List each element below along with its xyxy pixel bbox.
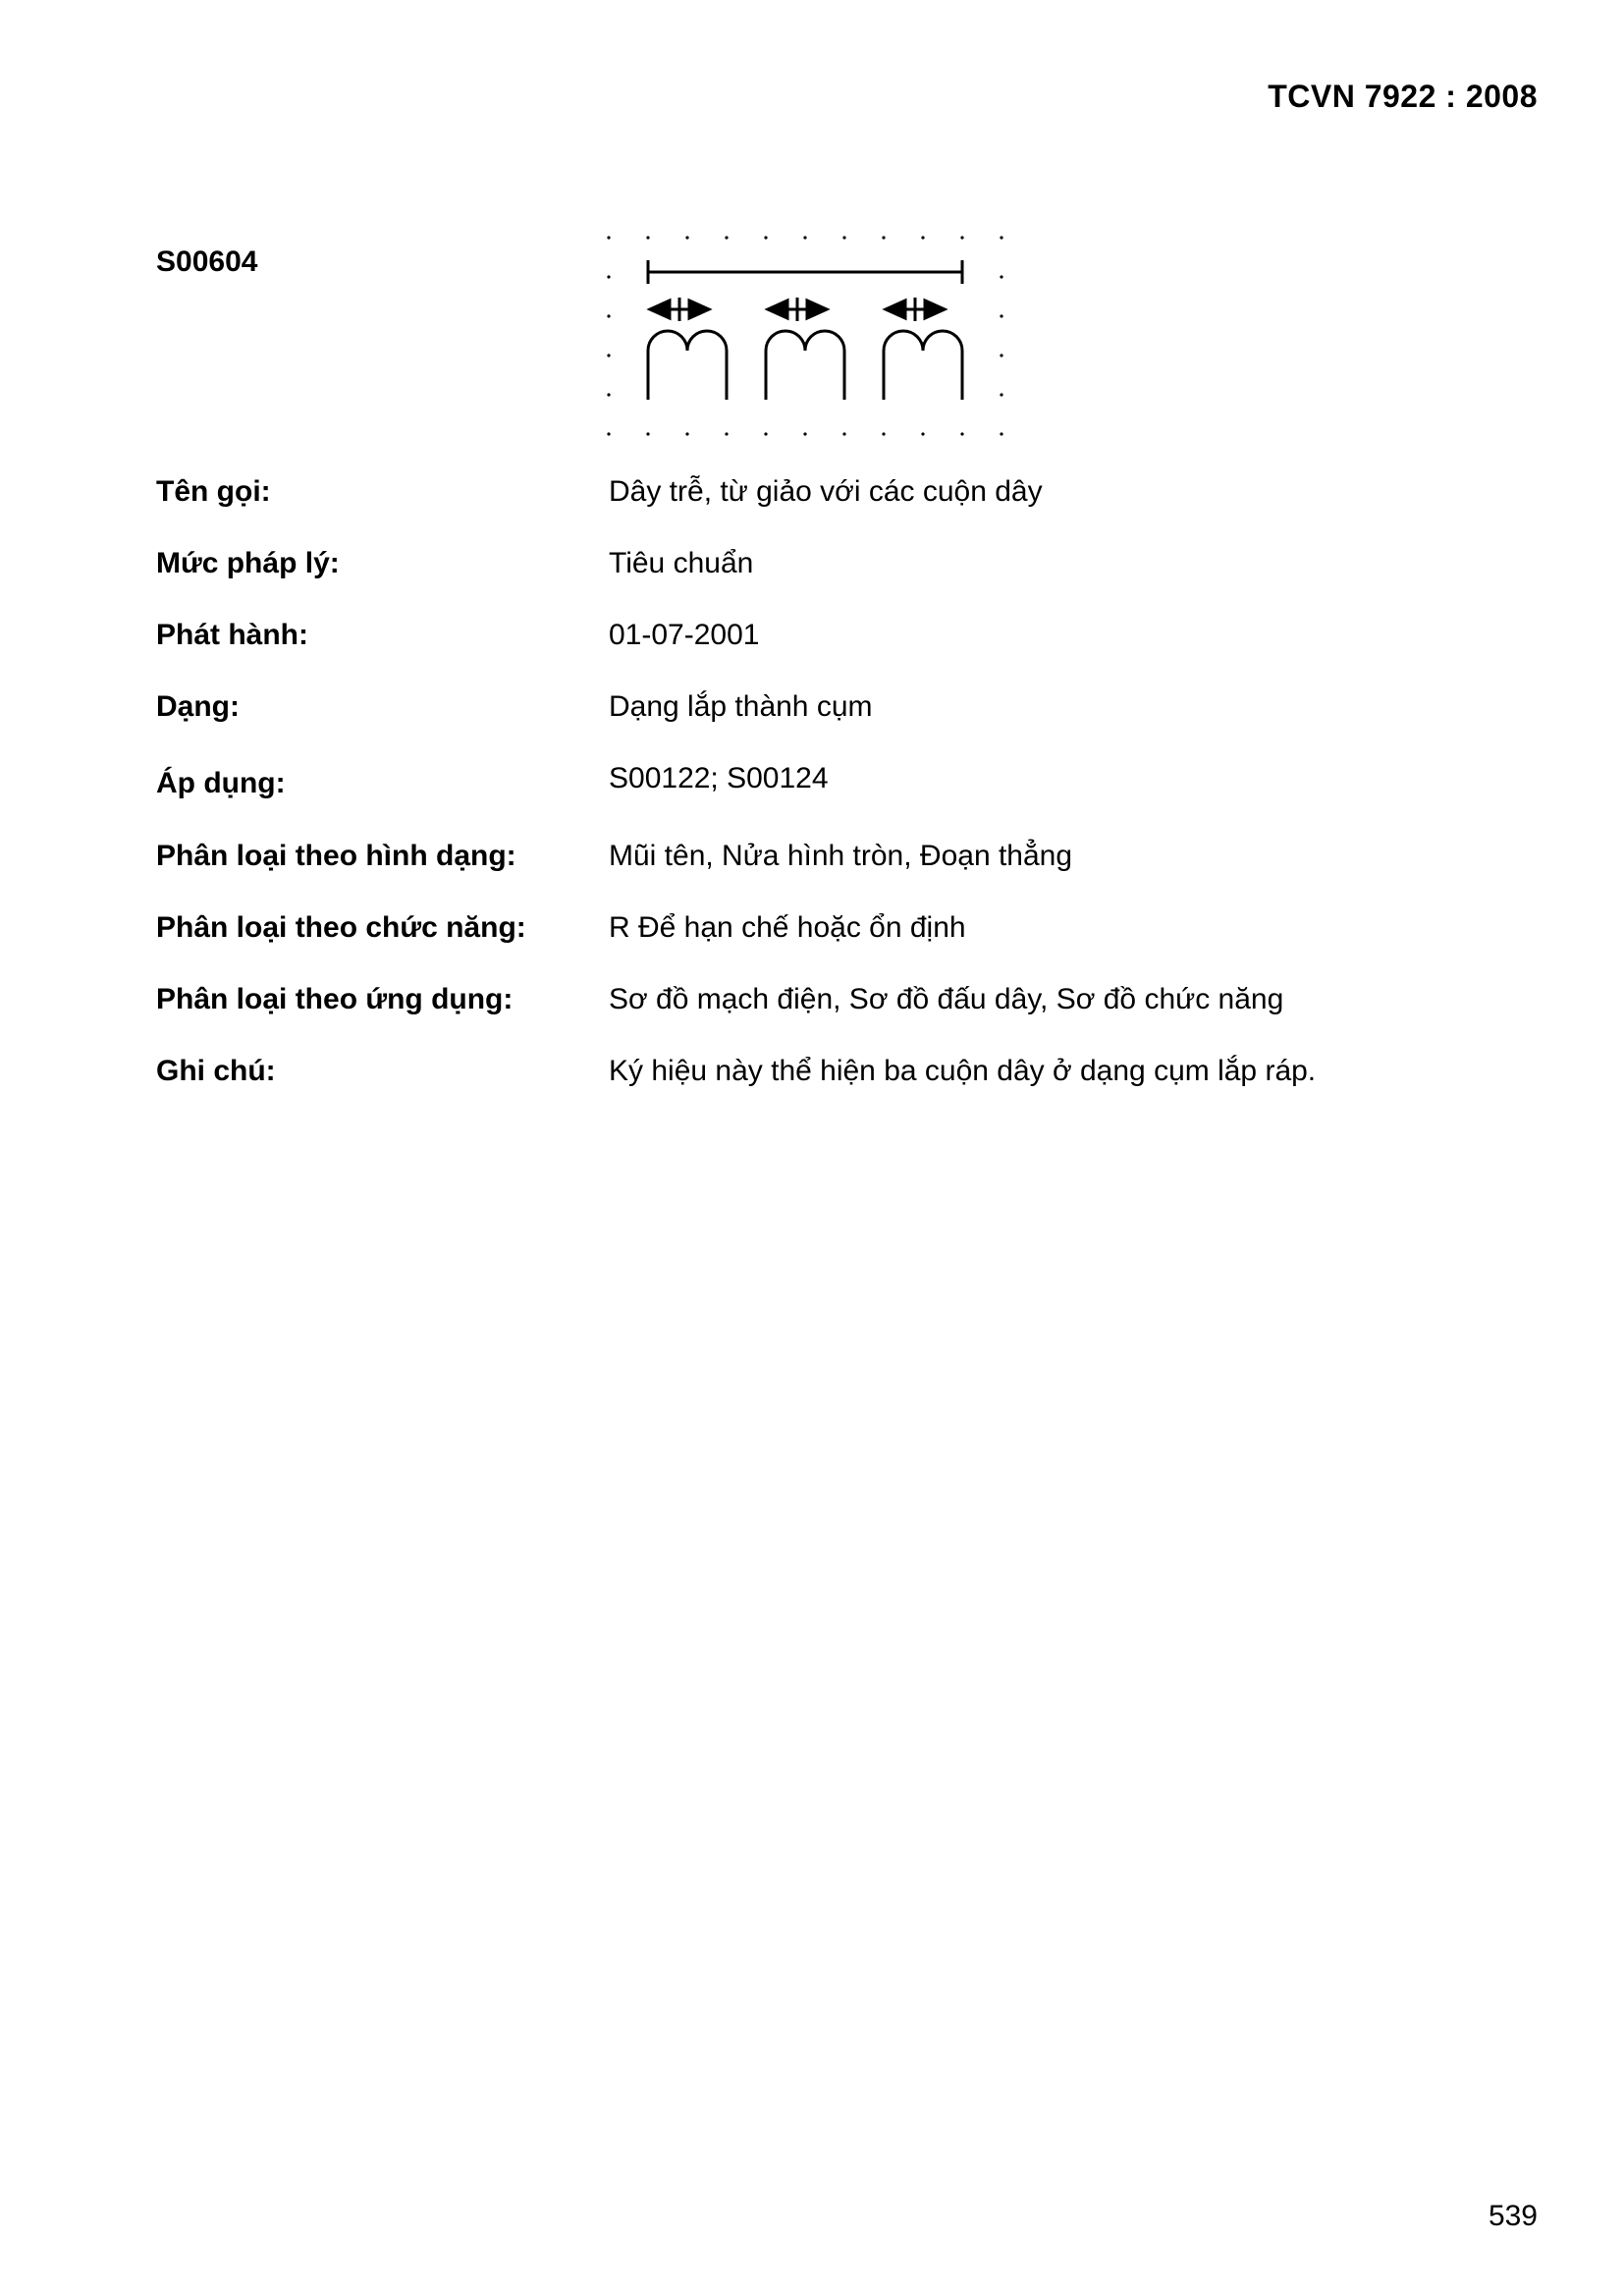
grid-dot	[842, 236, 845, 239]
field-label: Phát hành:	[156, 619, 308, 651]
grid-dot	[1000, 275, 1002, 278]
grid-dot	[646, 432, 649, 435]
grid-dot	[842, 432, 845, 435]
field-value: Dây trễ, từ giảo với các cuộn dây	[609, 475, 1043, 508]
grid-dot	[685, 236, 688, 239]
grid-dot	[803, 432, 806, 435]
grid-dot	[764, 236, 767, 239]
field-value: 01-07-2001	[609, 619, 760, 651]
grid-dot	[803, 236, 806, 239]
grid-dot	[685, 432, 688, 435]
field-row-application-class	[156, 983, 1531, 1055]
three-coil-assembly-symbol-icon	[599, 228, 1011, 444]
grid-dot	[882, 432, 885, 435]
grid-dot	[764, 432, 767, 435]
grid-dot	[1000, 354, 1002, 356]
grid-dot	[607, 275, 610, 278]
field-value: Mũi tên, Nửa hình tròn, Đoạn thẳng	[609, 840, 1073, 872]
grid-dot	[1000, 236, 1002, 239]
field-list	[156, 475, 1531, 1126]
field-value: R Để hạn chế hoặc ổn định	[609, 911, 966, 944]
grid-dot	[921, 432, 924, 435]
grid-dot	[725, 432, 728, 435]
grid-dot	[646, 236, 649, 239]
grid-dot	[1000, 314, 1002, 317]
field-row-shape-class	[156, 840, 1531, 911]
grid-dot	[607, 236, 610, 239]
field-row-function-class	[156, 911, 1531, 983]
grid-dot	[1000, 432, 1002, 435]
field-row-legal-level	[156, 547, 1531, 619]
grid-dots	[607, 236, 1002, 435]
grid-dot	[960, 432, 963, 435]
page-number: 539	[1488, 2200, 1538, 2232]
field-label: Ghi chú:	[156, 1055, 276, 1087]
field-value: Ký hiệu này thể hiện ba cuộn dây ở dạng cụm lắp ráp.	[609, 1055, 1317, 1087]
field-label: Phân loại theo chức năng:	[156, 911, 526, 944]
field-value: Dạng lắp thành cụm	[609, 690, 873, 723]
field-label: Tên gọi:	[156, 475, 271, 508]
grid-dot	[921, 236, 924, 239]
field-label: Phân loại theo ứng dụng:	[156, 983, 514, 1015]
grid-dot	[607, 393, 610, 396]
field-value: S00122; S00124	[609, 762, 829, 794]
field-label: Áp dụng:	[156, 767, 286, 799]
grid-dot	[607, 432, 610, 435]
grid-dot	[607, 314, 610, 317]
grid-dot	[882, 236, 885, 239]
field-label: Mức pháp lý:	[156, 547, 340, 579]
grid-dot	[725, 236, 728, 239]
field-label: Phân loại theo hình dạng:	[156, 840, 516, 872]
field-value: Sơ đồ mạch điện, Sơ đồ đấu dây, Sơ đồ chức năng	[609, 983, 1284, 1015]
grid-dot	[1000, 393, 1002, 396]
field-row-issued	[156, 619, 1531, 690]
standard-header: TCVN 7922 : 2008	[1268, 79, 1538, 114]
grid-dot	[607, 354, 610, 356]
field-label: Dạng:	[156, 690, 240, 723]
field-row-form	[156, 690, 1531, 762]
field-row-applies	[156, 762, 1531, 840]
field-row-note	[156, 1055, 1531, 1126]
field-row-name	[156, 475, 1531, 547]
symbol-code: S00604	[156, 246, 258, 278]
grid-dot	[960, 236, 963, 239]
field-value: Tiêu chuẩn	[609, 547, 754, 579]
